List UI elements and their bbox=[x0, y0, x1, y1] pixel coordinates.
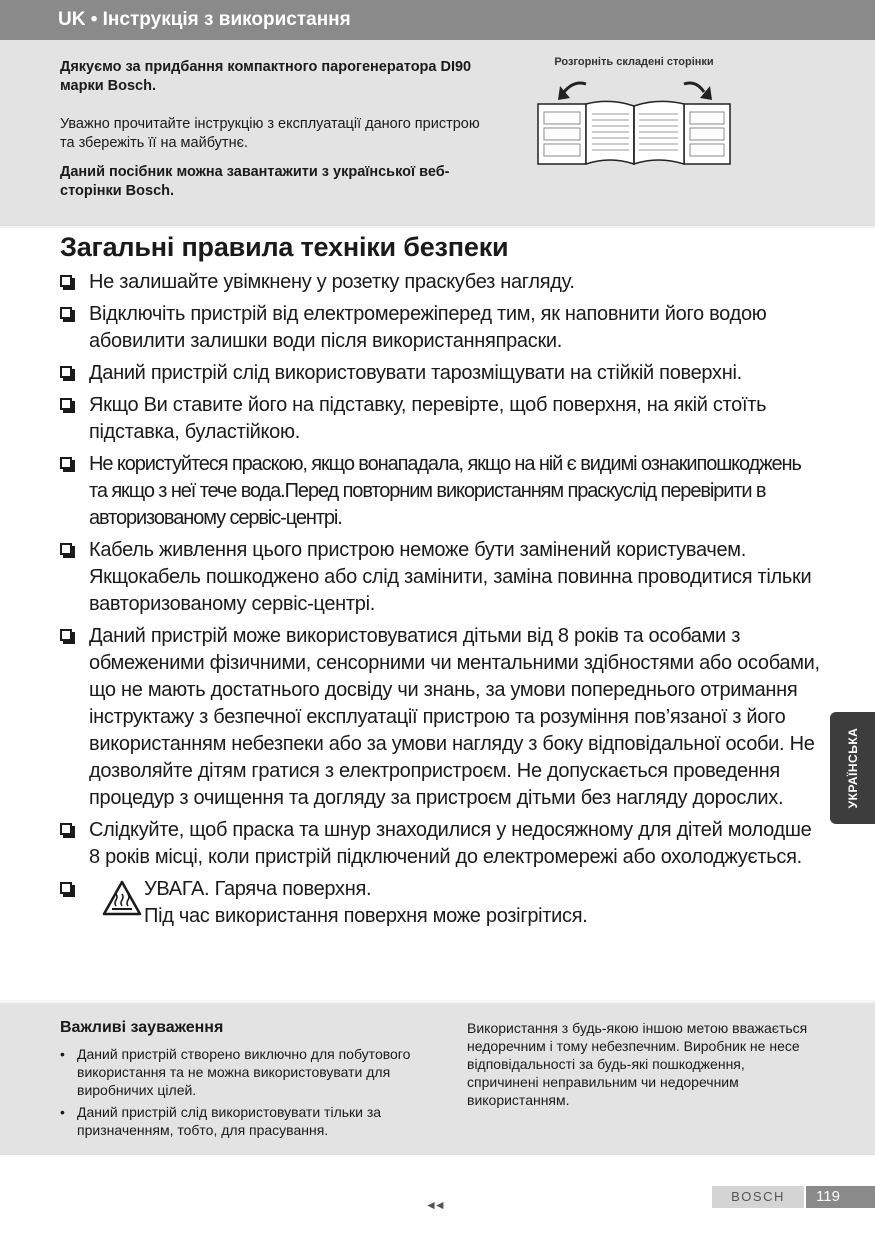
language-side-tab[interactable] bbox=[830, 712, 875, 824]
list-item bbox=[60, 537, 820, 618]
checkbox-bullet-icon bbox=[60, 307, 72, 319]
checkbox-bullet-icon bbox=[60, 823, 72, 835]
list-item bbox=[60, 360, 820, 387]
checkbox-bullet-icon bbox=[60, 543, 72, 555]
safety-title: Загальні правила техніки безпеки bbox=[60, 232, 509, 262]
rule-text: Якщо Ви ставите його на підставку, перевірте, щоб поверхня, на якій стоїть підставка, буластійкою. bbox=[89, 394, 767, 443]
list-item: • Даний пристрій слід використовувати тільки за призначенням, тобто, для прасування. bbox=[60, 1103, 420, 1139]
important-notes-section bbox=[0, 1000, 875, 1155]
important-notes-left bbox=[60, 1019, 420, 1143]
checkbox-bullet-icon bbox=[60, 366, 72, 378]
rule-text: Даний пристрій може використовуватися дітьми від 8 років та особами з обмеженими фізичними, сенсорними чи ментальними здібностями або особами, що не мають достатнього досвіду чи знань, за умови попереднього отримання інструктажу з безпечної експлуатації пристрою та розуміння пов’язаної з його використанням небезпеки або за умови нагляду з боку відповідальної особи. Не дозволяйте дітям гратися з електропристроєм. Не допускається проведення процедур з очищення та догляду за пристроєм дітьми без нагляду дорослих. bbox=[89, 625, 820, 809]
list-item bbox=[60, 623, 820, 812]
language-tab-label: УКРАЇНСЬКА bbox=[845, 727, 860, 809]
open-book-icon bbox=[534, 72, 734, 172]
intro-text bbox=[60, 58, 480, 220]
important-title: Важливі зауваження bbox=[60, 1019, 224, 1036]
intro-read: Уважно прочитайте інструкцію з експлуатації даного пристрою та збережіть її на майбутнє. bbox=[60, 116, 480, 151]
back-nav-icon[interactable]: ◄◄ bbox=[425, 1198, 443, 1212]
intro-thanks: Дякуємо за придбання компактного парогенератора DI90 марки Bosch. bbox=[60, 59, 472, 94]
hot-surface-warning bbox=[60, 876, 820, 930]
page-number: 119 bbox=[806, 1186, 875, 1208]
list-item bbox=[60, 301, 820, 355]
important-list bbox=[60, 1045, 420, 1139]
checkbox-bullet-icon bbox=[60, 882, 72, 894]
checkbox-bullet-icon bbox=[60, 457, 72, 469]
brand-label: BOSCH bbox=[712, 1186, 804, 1208]
intro-download: Даний посібник можна завантажити з української веб-сторінки Bosch. bbox=[60, 164, 450, 199]
fold-caption: Розгорніть складені сторінки bbox=[554, 56, 714, 68]
list-item bbox=[60, 451, 820, 532]
fold-out-pages bbox=[534, 56, 734, 177]
important-notes-right: Використання з будь-якою іншою метою вважається недоречним і тому небезпечним. Виробник не несе відповідальності за будь-які пошкодження, спричинені неправильним чи недоречним використанням. bbox=[467, 1020, 808, 1108]
page-header: UK • Інструкція з використання bbox=[0, 0, 875, 40]
checkbox-bullet-icon bbox=[60, 275, 72, 287]
rule-text: Не користуйтеся праскою, якщо вонападала, якщо на ній є видимі ознакипошкоджень та якщо з неї тече вода.Перед повторним використанням праскуслід перевірити в авторизованому сервіс-центрі. bbox=[89, 453, 801, 529]
checkbox-bullet-icon bbox=[60, 629, 72, 641]
list-item: • Даний пристрій створено виключно для побутового використання та не можна використовувати для виробничих цілей. bbox=[60, 1045, 420, 1099]
rule-text: Кабель живлення цього пристрою неможе бути замінений користувачем. Якщокабель пошкоджено або слід замінити, заміна повинна проводитися тільки вавторизованому сервіс-центрі. bbox=[89, 539, 812, 615]
intro-section bbox=[0, 40, 875, 226]
list-item bbox=[60, 392, 820, 446]
rule-text: Не залишайте увімкнену у розетку праскубез нагляду. bbox=[89, 271, 575, 293]
warning-text: Під час використання поверхня може розігрітися. bbox=[144, 905, 588, 927]
safety-rules-list bbox=[60, 269, 820, 930]
checkbox-bullet-icon bbox=[60, 398, 72, 410]
rule-text: Слідкуйте, щоб праска та шнур знаходилися у недосяжному для дітей молодше 8 років місці, коли пристрій підключений до електромережі або охолоджується. bbox=[89, 819, 812, 868]
rule-text: Даний пристрій слід використовувати тарозміщувати на стійкій поверхні. bbox=[89, 362, 742, 384]
safety-section bbox=[60, 232, 820, 935]
rule-text: Відключіть пристрій від електромережіперед тим, як наповнити його водою абовилити залишки води після використанняпраски. bbox=[89, 303, 767, 352]
warning-title: УВАГА. Гаряча поверхня. bbox=[144, 878, 372, 900]
list-item bbox=[60, 817, 820, 871]
hot-surface-warning-icon bbox=[102, 880, 142, 916]
section-divider bbox=[0, 226, 875, 228]
list-item bbox=[60, 269, 820, 296]
